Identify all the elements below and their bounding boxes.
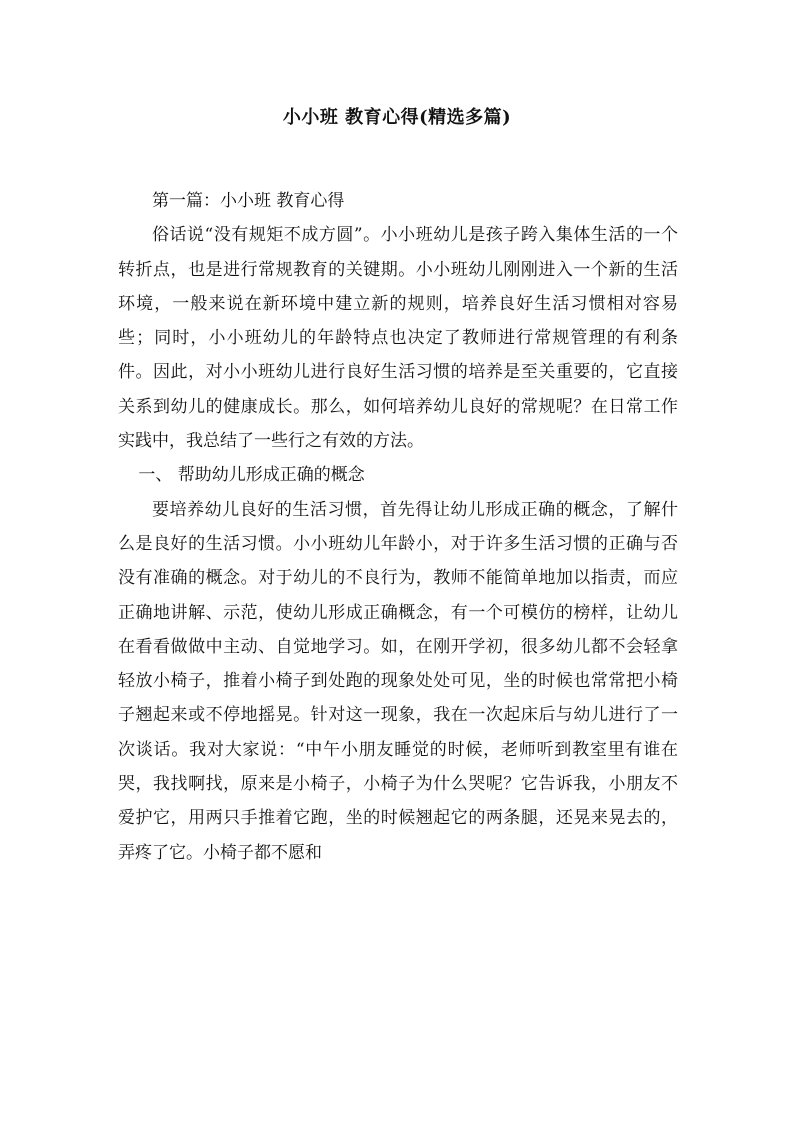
document-body bbox=[118, 184, 678, 870]
section-heading: 第一篇：小小班 教育心得 bbox=[152, 191, 345, 211]
subheading: 一、 帮助幼儿形成正确的概念 bbox=[138, 465, 365, 486]
paragraph: 俗话说“没有规矩不成方圆”。小小班幼儿是孩子跨入集体生活的一个转折点，也是进行常规教育的关键期。小小班幼儿刚刚进入一个新的生活环境，一般来说在新环境中建立新的规则，培养良好生活习惯相对容易些；同时，小小班幼儿的年龄特点也决定了教师进行常规管理的有利条件。因此，对小小班幼儿进行良好生活习惯的培养是至关重要的，它直接关系到幼儿的健康成长。那么，如何培养幼儿良好的常规呢？在日常工作实践中，我总结了一些行之有效的方法。 bbox=[118, 225, 678, 452]
document-title: 小小班 教育心得(精选多篇) bbox=[282, 107, 512, 128]
paragraph: 要培养幼儿良好的生活习惯，首先得让幼儿形成正确的概念，了解什么是良好的生活习惯。小小班幼儿年龄小，对于许多生活习惯的正确与否没有准确的概念。对于幼儿的不良行为，教师不能简单地加以指责，而应正确地讲解、示范，使幼儿形成正确概念，有一个可模仿的榜样，让幼儿在看看做做中主动、自觉地学习。如，在刚开学初，很多幼儿都不会轻拿轻放小椅子，推着小椅子到处跑的现象处处可见，坐的时候也常常把小椅子翘起来或不停地摇晃。针对这一现象，我在一次起床后与幼儿进行了一次谈话。我对大家说：“中午小朋友睡觉的时候，老师听到教室里有谁在哭，我找啊找，原来是小椅子，小椅子为什么哭呢？它告诉我，小朋友不爱护它，用两只手推着它跑，坐的时候翘起它的两条腿，还晃来晃去的，弄疼了它。小椅子都不愿和 bbox=[118, 499, 678, 863]
